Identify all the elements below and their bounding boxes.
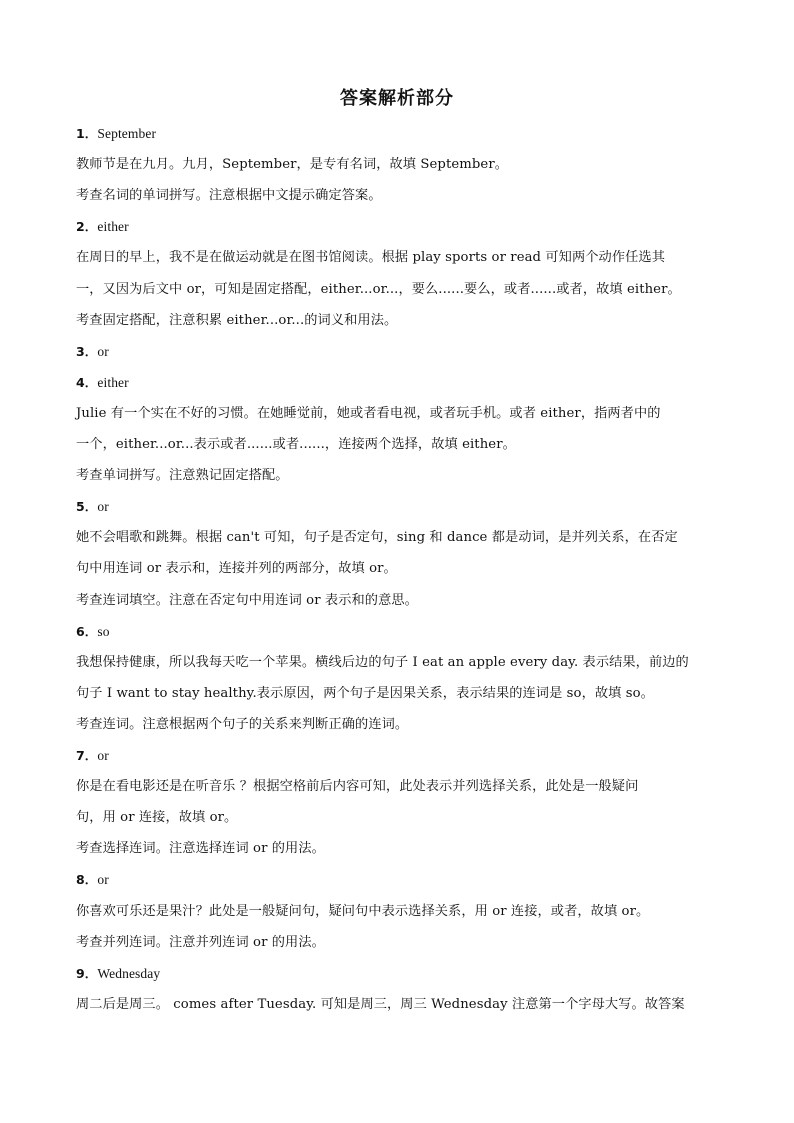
- answer-heading: [76, 218, 726, 237]
- answer-heading: [76, 871, 726, 890]
- explanation-line: 句子 I want to stay healthy.表示原因，两个句子是因果关系，表示结果的连词是 so，故填 so。: [76, 685, 654, 701]
- explanation-line: 一，又因为后文中 or，可知是固定搭配，either...or...，要么......要么，或者......或者，故填 either。: [76, 281, 681, 297]
- question-number: 9．: [76, 965, 98, 981]
- answer-text: or: [97, 872, 109, 888]
- explanation-line: 教师节是在九月。九月，September，是专有名词，故填 September。: [76, 157, 509, 173]
- explanation-line: 考查单词拼写。注意熟记固定搭配。: [76, 468, 289, 484]
- explanation-line: 考查名词的单词拼写。注意根据中文提示确定答案。: [76, 188, 382, 204]
- answer-heading: [76, 965, 726, 984]
- answer-text: or: [97, 748, 109, 763]
- explanation-line: 考查连词填空。注意在否定句中用连词 or 表示和的意思。: [76, 592, 418, 608]
- explanation-line: Julie 有一个实在不好的习惯。在她睡觉前，她或者看电视，或者玩手机。或者 either，指两者中的: [76, 405, 661, 421]
- question-number: 7．: [76, 748, 98, 763]
- question-number: 5．: [76, 499, 98, 515]
- explanation-line: 考查连词。注意根据两个句子的关系来判断正确的连词。: [76, 716, 409, 732]
- explanation-line: 考查选择连词。注意选择连词 or 的用法。: [76, 841, 325, 857]
- answer-text: Wednesday: [97, 965, 161, 981]
- explanation-line: 考查并列连词。注意并列连词 or 的用法。: [76, 934, 325, 950]
- question-number: 6．: [76, 623, 98, 639]
- question-number: 3．: [76, 343, 98, 359]
- explanation-line: 你喜欢可乐还是果汁？此处是一般疑问句，疑问句中表示选择关系，用 or 连接，或者，故填 or。: [76, 903, 650, 919]
- explanation-line: 考查固定搭配，注意积累 either...or...的词义和用法。: [76, 312, 398, 328]
- explanation-line: 句，用 or 连接，故填 or。: [76, 810, 238, 826]
- answer-heading: [76, 747, 726, 766]
- question-number: 8．: [76, 872, 98, 888]
- answer-text: or: [97, 343, 109, 359]
- answer-heading: [76, 374, 726, 393]
- explanation-line: 句中用连词 or 表示和，连接并列的两部分，故填 or。: [76, 561, 397, 577]
- explanation-line: 在周日的早上，我不是在做运动就是在图书馆阅读。根据 play sports or read 可知两个动作任选其: [76, 250, 665, 266]
- answer-heading: [76, 498, 726, 517]
- answer-text: or: [97, 499, 109, 515]
- answer-text: September: [97, 126, 157, 141]
- question-number: 4．: [76, 374, 98, 390]
- page-title: 答案解析部分: [340, 88, 454, 109]
- answer-text: either: [97, 219, 129, 235]
- answer-text: so: [97, 623, 110, 639]
- answer-heading: [76, 623, 726, 642]
- explanation-line: 我想保持健康，所以我每天吃一个苹果。横线后边的句子 I eat an apple every day. 表示结果，前边的: [76, 654, 689, 670]
- explanation-line: 她不会唱歌和跳舞。根据 can't 可知，句子是否定句，sing 和 dance 都是动词，是并列关系，在否定: [76, 530, 678, 546]
- question-number: 2．: [76, 219, 98, 235]
- answer-heading: [76, 125, 726, 144]
- explanation-line: 一个，either...or...表示或者......或者......，连接两个选择，故填 either。: [76, 437, 516, 452]
- question-number: 1．: [76, 126, 98, 141]
- explanation-line: 周二后是周三。 comes after Tuesday. 可知是周三，周三 Wednesday 注意第一个字母大写。故答案: [76, 996, 685, 1012]
- answer-heading: [76, 343, 726, 362]
- answer-text: either: [97, 374, 129, 390]
- explanation-line: 你是在看电影还是在听音乐 ？根据空格前后内容可知，此处表示并列选择关系，此处是一般疑问: [76, 779, 639, 795]
